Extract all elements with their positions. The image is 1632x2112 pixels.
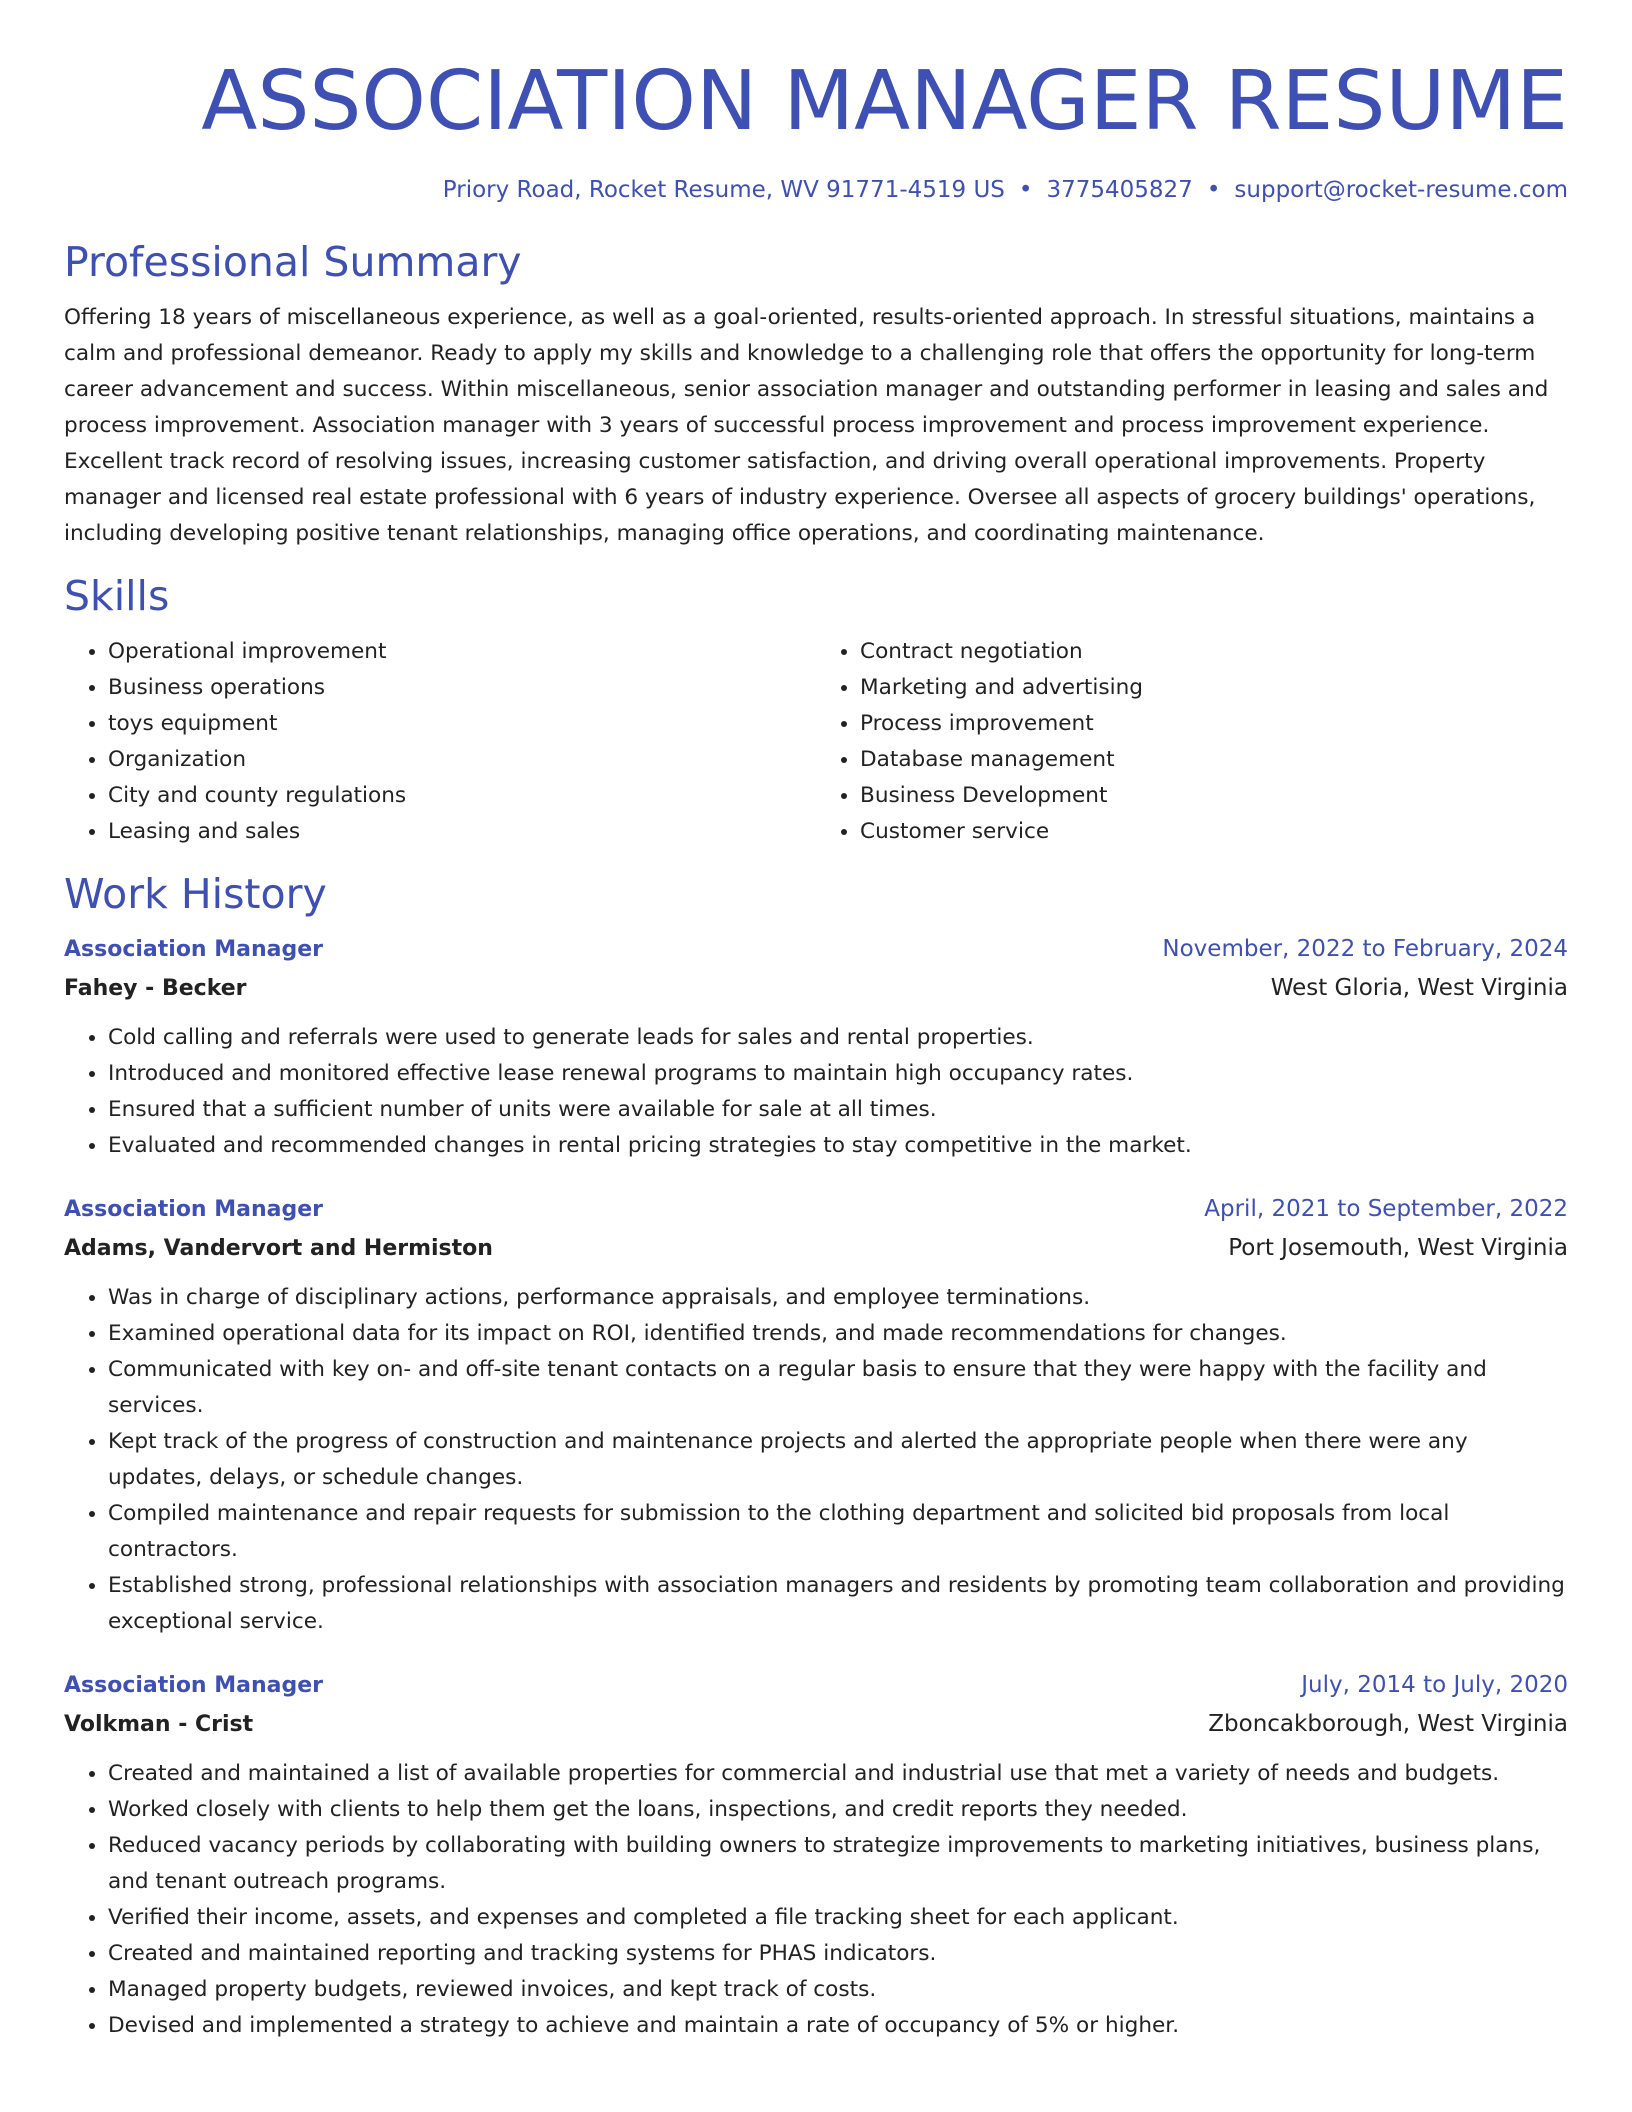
job-company: Fahey - Becker	[64, 976, 247, 1001]
resume-name: ASSOCIATION MANAGER RESUME	[201, 54, 1568, 149]
contact-separator: •	[1018, 177, 1033, 203]
job-entry	[64, 1666, 1568, 2044]
skill-item: • Process improvement	[860, 706, 1568, 742]
job-bullets	[64, 1280, 1568, 1640]
job-company: Volkman - Crist	[64, 1712, 254, 1737]
skills-heading: Skills	[64, 572, 170, 620]
job-company-row	[64, 969, 1568, 1008]
resume-header	[64, 0, 1568, 206]
skills-list	[64, 634, 1568, 850]
job-bullet: • Created and maintained a list of available properties for commercial and industrial use that met a variety of needs and budgets.	[108, 1756, 1568, 1792]
job-bullet: • Examined operational data for its impact on ROI, identified trends, and made recommendations for changes.	[108, 1316, 1568, 1352]
job-bullets	[64, 1756, 1568, 2044]
job-entry	[64, 1190, 1568, 1640]
job-title-row	[64, 1190, 1568, 1229]
contact-address: Priory Road, Rocket Resume, WV 91771-4519 US	[442, 177, 1005, 203]
job-dates: November, 2022 to February, 2024	[1162, 936, 1568, 962]
job-title-row	[64, 930, 1568, 969]
skill-item: • Leasing and sales	[108, 814, 816, 850]
job-entry	[64, 930, 1568, 1164]
job-title: Association Manager	[64, 937, 324, 962]
skill-item: • Marketing and advertising	[860, 670, 1568, 706]
contact-line	[64, 174, 1568, 206]
job-bullet: • Managed property budgets, reviewed invoices, and kept track of costs.	[108, 1972, 1568, 2008]
job-location: Zboncakborough, West Virginia	[1208, 1711, 1568, 1737]
summary-heading: Professional Summary	[64, 238, 522, 286]
contact-email: support@rocket-resume.com	[1234, 177, 1568, 203]
job-bullet: • Introduced and monitored effective lease renewal programs to maintain high occupancy rates.	[108, 1056, 1568, 1092]
job-dates: July, 2014 to July, 2020	[1301, 1672, 1568, 1698]
job-bullet: • Evaluated and recommended changes in rental pricing strategies to stay competitive in the market.	[108, 1128, 1568, 1164]
contact-separator: •	[1206, 177, 1221, 203]
skills-column-left	[64, 634, 816, 850]
job-bullet: • Reduced vacancy periods by collaborating with building owners to strategize improvements to marketing initiatives, business plans, and tenant outreach programs.	[108, 1828, 1568, 1900]
job-bullet: • Verified their income, assets, and expenses and completed a file tracking sheet for each applicant.	[108, 1900, 1568, 1936]
skill-item: • toys equipment	[108, 706, 816, 742]
job-location: Port Josemouth, West Virginia	[1228, 1235, 1568, 1261]
job-company-row	[64, 1229, 1568, 1268]
job-location: West Gloria, West Virginia	[1270, 975, 1568, 1001]
job-dates: April, 2021 to September, 2022	[1204, 1196, 1568, 1222]
summary-text: Offering 18 years of miscellaneous experience, as well as a goal-oriented, results-oriented approach. In stressful situations, maintains a calm and professional demeanor. Ready to apply my skills and knowledge to a challenging role that offers the opportunity for long-term career advancement and success. Within miscellaneous, senior association manager and outstanding performer in leasing and sales and process improvement. Association manager with 3 years of successful process improvement and process improvement experience. Excellent track record of resolving issues, increasing customer satisfaction, and driving overall operational improvements. Property manager and licensed real estate professional with 6 years of industry experience. Oversee all aspects of grocery buildings' operations, including developing positive tenant relationships, managing office operations, and coordinating maintenance.	[64, 305, 1549, 546]
job-bullets	[64, 1020, 1568, 1164]
job-bullet: • Established strong, professional relationships with association managers and residents by promoting team collaboration and providing exceptional service.	[108, 1568, 1568, 1640]
job-bullet: • Cold calling and referrals were used to generate leads for sales and rental properties.	[108, 1020, 1568, 1056]
job-bullet: • Communicated with key on- and off-site tenant contacts on a regular basis to ensure that they were happy with the facility and services.	[108, 1352, 1568, 1424]
job-bullet: • Created and maintained reporting and tracking systems for PHAS indicators.	[108, 1936, 1568, 1972]
skill-item: • Operational improvement	[108, 634, 816, 670]
job-company-row	[64, 1705, 1568, 1744]
skill-item: • Customer service	[860, 814, 1568, 850]
skill-item: • Business operations	[108, 670, 816, 706]
skill-item: • Business Development	[860, 778, 1568, 814]
job-title: Association Manager	[64, 1197, 324, 1222]
job-title: Association Manager	[64, 1673, 324, 1698]
contact-phone: 3775405827	[1046, 177, 1193, 203]
job-bullet: • Was in charge of disciplinary actions, performance appraisals, and employee terminations.	[108, 1280, 1568, 1316]
job-bullet: • Kept track of the progress of construction and maintenance projects and alerted the appropriate people when there were any updates, delays, or schedule changes.	[108, 1424, 1568, 1496]
job-bullet: • Worked closely with clients to help them get the loans, inspections, and credit reports they needed.	[108, 1792, 1568, 1828]
job-bullet: • Devised and implemented a strategy to achieve and maintain a rate of occupancy of 5% or higher.	[108, 2008, 1568, 2044]
skill-item: • Organization	[108, 742, 816, 778]
skill-item: • Database management	[860, 742, 1568, 778]
job-bullet: • Compiled maintenance and repair requests for submission to the clothing department and solicited bid proposals from local contractors.	[108, 1496, 1568, 1568]
skill-item: • City and county regulations	[108, 778, 816, 814]
skills-column-right	[816, 634, 1568, 850]
work-history-heading: Work History	[64, 870, 327, 918]
job-bullet: • Ensured that a sufficient number of units were available for sale at all times.	[108, 1092, 1568, 1128]
skill-item: • Contract negotiation	[860, 634, 1568, 670]
job-title-row	[64, 1666, 1568, 1705]
job-company: Adams, Vandervort and Hermiston	[64, 1236, 493, 1261]
